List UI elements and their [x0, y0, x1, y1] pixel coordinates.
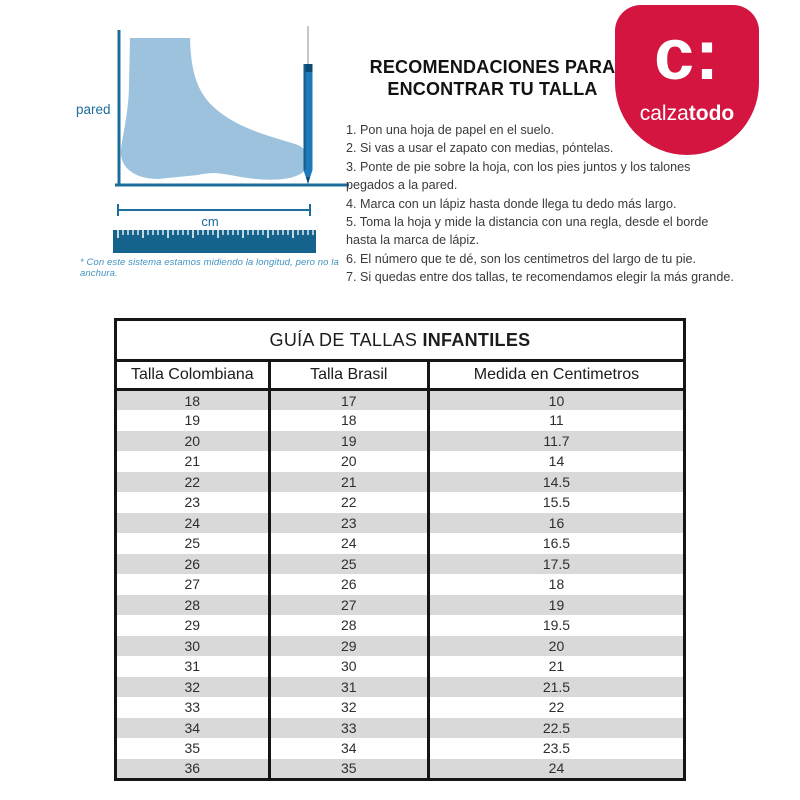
cell-talla-brasil: 34	[269, 738, 428, 759]
cell-talla-brasil: 31	[269, 677, 428, 698]
table-title-bold: INFANTILES	[422, 329, 531, 350]
cell-talla-colombiana: 19	[184, 412, 201, 429]
table-row	[116, 738, 685, 759]
cell-talla-brasil: 17	[269, 390, 428, 411]
cell-medida-cm: 20	[428, 636, 684, 657]
cell-talla-brasil: 35	[269, 759, 428, 780]
cell-talla-colombiana: 25	[184, 535, 201, 552]
cell-talla-colombiana: 36	[116, 759, 270, 780]
step-item: 3. Ponte de pie sobre la hoja, con los pies juntos y los talones pegados a la pared.	[346, 159, 691, 193]
cell-talla-colombiana: 28	[116, 595, 270, 616]
table-row	[116, 513, 685, 534]
table-row	[116, 390, 685, 411]
table-title-regular: GUÍA DE TALLAS	[269, 329, 423, 350]
cell-talla-brasil: 21	[269, 472, 428, 493]
cell-talla-colombiana: 21	[184, 453, 201, 470]
table-title	[116, 320, 685, 361]
table-row	[116, 533, 685, 554]
step-item: 1. Pon una hoja de papel en el suelo.	[346, 123, 554, 137]
step-item: 4. Marca con un lápiz hasta donde llega tu dedo más largo.	[346, 196, 677, 211]
logo-wordmark	[640, 103, 735, 124]
cell-medida-cm: 21	[428, 656, 684, 677]
cell-talla-brasil: 24	[269, 533, 428, 554]
step-item: 2. Si vas a usar el zapato con medias, póntelas.	[346, 141, 614, 156]
pared-label: pared	[76, 102, 111, 117]
cm-label: cm	[201, 214, 219, 229]
ruler-icon	[113, 230, 316, 253]
cell-talla-brasil: 20	[269, 451, 428, 472]
cell-talla-colombiana: 32	[116, 677, 270, 698]
step-item: 6. El número que te dé, son los centimetros del largo de tu pie.	[346, 251, 697, 266]
cell-talla-brasil: 19	[269, 431, 428, 452]
step-item: 5. Toma la hoja y mide la distancia con una regla, desde el borde hasta la marca de lápiz.	[346, 215, 709, 248]
cell-talla-brasil: 27	[269, 595, 428, 616]
table-row	[116, 431, 685, 452]
table-row	[116, 472, 685, 493]
step-item: 7. Si quedas entre dos tallas, te recomendamos elegir la más grande.	[346, 270, 734, 285]
cell-talla-colombiana: 20	[116, 431, 270, 452]
cell-talla-colombiana: 34	[116, 718, 270, 739]
cell-medida-cm: 11	[428, 410, 684, 431]
table-row	[116, 677, 685, 698]
cell-talla-brasil: 29	[269, 636, 428, 657]
cell-talla-colombiana: 23	[184, 494, 201, 511]
measuring-note: * Con este sistema estamos midiendo la longitud, pero no la anchura.	[80, 257, 339, 279]
cell-talla-brasil: 26	[269, 574, 428, 595]
cell-medida-cm: 19.5	[428, 615, 684, 636]
table-row	[116, 656, 685, 677]
cell-talla-colombiana: 30	[116, 636, 270, 657]
logo-wordmark-regular: calza	[639, 102, 689, 125]
cell-medida-cm: 22	[428, 697, 684, 718]
cell-talla-brasil: 32	[269, 697, 428, 718]
cell-medida-cm: 21.5	[428, 677, 684, 698]
cell-medida-cm: 14	[428, 451, 684, 472]
cell-medida-cm: 15.5	[428, 492, 684, 513]
cell-medida-cm: 11.7	[428, 431, 684, 452]
foot-measuring-diagram	[58, 18, 358, 258]
cell-medida-cm: 14.5	[428, 472, 684, 493]
column-header-talla-colombiana: Talla Colombiana	[116, 361, 270, 390]
cell-medida-cm: 19	[428, 595, 684, 616]
cell-medida-cm: 24	[428, 759, 684, 780]
pencil-icon	[304, 64, 313, 184]
cell-medida-cm: 17.5	[428, 554, 684, 575]
cell-talla-brasil: 33	[269, 718, 428, 739]
table-row	[116, 451, 685, 472]
logo-wordmark-bold: todo	[688, 102, 735, 125]
foot-icon	[121, 38, 309, 180]
cell-talla-colombiana: 29	[184, 617, 201, 634]
logo-monogram-icon: c:	[653, 15, 721, 95]
cell-talla-colombiana: 24	[116, 513, 270, 534]
cell-medida-cm: 10	[428, 390, 684, 411]
table-row	[116, 615, 685, 636]
cell-medida-cm: 23.5	[428, 738, 684, 759]
table-row	[116, 697, 685, 718]
table-row	[116, 574, 685, 595]
cell-medida-cm: 16.5	[428, 533, 684, 554]
column-header-medida-cm: Medida en Centimetros	[428, 361, 684, 390]
cell-talla-colombiana: 31	[184, 658, 201, 675]
calzatodo-logo	[615, 5, 759, 155]
cell-talla-colombiana: 33	[184, 699, 201, 716]
cell-talla-colombiana: 18	[116, 390, 270, 411]
table-row	[116, 636, 685, 657]
cell-talla-brasil: 18	[269, 410, 428, 431]
cell-talla-colombiana: 35	[184, 740, 201, 757]
table-row	[116, 410, 685, 431]
table-row	[116, 595, 685, 616]
cell-talla-colombiana: 22	[116, 472, 270, 493]
cell-talla-brasil: 22	[269, 492, 428, 513]
column-header-talla-brasil: Talla Brasil	[269, 361, 428, 390]
table-row	[116, 759, 685, 780]
recommendations-title: RECOMENDACIONES PARA ENCONTRAR TU TALLA	[369, 57, 616, 99]
cell-talla-brasil: 30	[269, 656, 428, 677]
cell-medida-cm: 16	[428, 513, 684, 534]
cell-talla-brasil: 25	[269, 554, 428, 575]
cell-talla-brasil: 28	[269, 615, 428, 636]
cell-talla-colombiana: 27	[184, 576, 201, 593]
table-row	[116, 492, 685, 513]
cell-medida-cm: 18	[428, 574, 684, 595]
cell-talla-colombiana: 26	[116, 554, 270, 575]
cell-talla-brasil: 23	[269, 513, 428, 534]
table-row	[116, 554, 685, 575]
table-row	[116, 718, 685, 739]
size-guide-table	[114, 318, 686, 781]
cell-medida-cm: 22.5	[428, 718, 684, 739]
size-table-body	[116, 390, 685, 780]
